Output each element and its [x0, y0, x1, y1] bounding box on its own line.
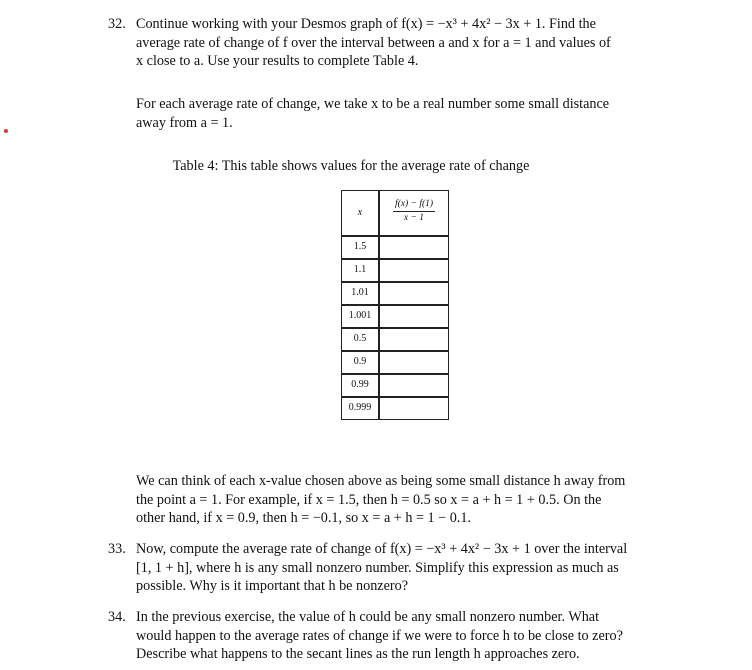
table-row: [341, 305, 449, 328]
rate-cell[interactable]: [379, 259, 449, 282]
problem-33-text: [136, 540, 696, 596]
table-row: [341, 374, 449, 397]
x-value-cell: 1.1: [341, 259, 379, 282]
text-line: away from a = 1.: [136, 114, 233, 131]
table-caption-text: Table 4: This table shows values for the average rate of change: [172, 158, 530, 174]
text-line: In the previous exercise, the value of h could be any small nonzero number. What: [136, 609, 600, 625]
problem-34-text: [136, 608, 696, 664]
x-header-label: x: [357, 206, 363, 218]
text-line: would happen to the average rates of change if we were to force h to be close to zero?: [136, 627, 623, 644]
table-caption: [0, 157, 752, 176]
rate-cell[interactable]: [379, 351, 449, 374]
table-header-row: [341, 190, 449, 236]
rate-header: [379, 190, 449, 236]
text-line: We can think of each x-value chosen above as being some small distance h away from: [136, 473, 626, 489]
text-line: [1, 1 + h], where h is any small nonzero number. Simplify this expression as much as: [136, 559, 619, 576]
problem-number: 33.: [108, 541, 126, 557]
table-row: [341, 282, 449, 305]
problem-34: [108, 608, 696, 664]
rate-cell[interactable]: [379, 236, 449, 259]
x-value-cell: 0.99: [341, 374, 379, 397]
text-line: possible. Why is it important that h be nonzero?: [136, 578, 409, 594]
x-header: [341, 190, 379, 236]
text-line: other hand, if x = 0.9, then h = −0.1, so x = a + h = 1 − 0.1.: [136, 510, 471, 526]
rate-cell[interactable]: [379, 282, 449, 305]
problem-33: [108, 540, 696, 596]
text-line: x close to a. Use your results to complete Table 4.: [136, 53, 419, 69]
x-value-cell: 1.001: [341, 305, 379, 328]
values-table: [341, 190, 449, 420]
table-row: [341, 328, 449, 351]
rate-cell[interactable]: [379, 397, 449, 420]
problem-32-text: [136, 15, 696, 71]
problem-number: 34.: [108, 609, 126, 625]
denominator: x − 1: [403, 212, 425, 223]
rate-cell[interactable]: [379, 374, 449, 397]
explanation-paragraph: [136, 472, 696, 528]
text-line: For each average rate of change, we take x to be a real number some small distance: [136, 96, 610, 112]
problem-number: 32.: [108, 16, 126, 32]
margin-marker-dot: [4, 129, 8, 133]
table-row: [341, 259, 449, 282]
x-value-cell: 0.5: [341, 328, 379, 351]
rate-cell[interactable]: [379, 328, 449, 351]
table-row: [341, 236, 449, 259]
text-line: Describe what happens to the secant lines as the run length h approaches zero.: [136, 646, 580, 662]
text-line: the point a = 1. For example, if x = 1.5, then h = 0.5 so x = a + h = 1 + 0.5. On the: [136, 491, 602, 508]
text-line: Now, compute the average rate of change of f(x) = −x³ + 4x² − 3x + 1 over the interval: [136, 541, 628, 557]
intro-paragraph: [136, 95, 696, 132]
rate-cell[interactable]: [379, 305, 449, 328]
table-row: [341, 397, 449, 420]
x-value-cell: 1.5: [341, 236, 379, 259]
numerator: f(x) − f(1): [393, 199, 435, 212]
problem-32: [108, 15, 696, 71]
difference-quotient: [393, 199, 435, 224]
text-line: Continue working with your Desmos graph of f(x) = −x³ + 4x² − 3x + 1. Find the: [136, 16, 596, 32]
x-value-cell: 0.9: [341, 351, 379, 374]
text-line: average rate of change of f over the interval between a and x for a = 1 and values of: [136, 34, 611, 51]
table-row: [341, 351, 449, 374]
x-value-cell: 0.999: [341, 397, 379, 420]
x-value-cell: 1.01: [341, 282, 379, 305]
